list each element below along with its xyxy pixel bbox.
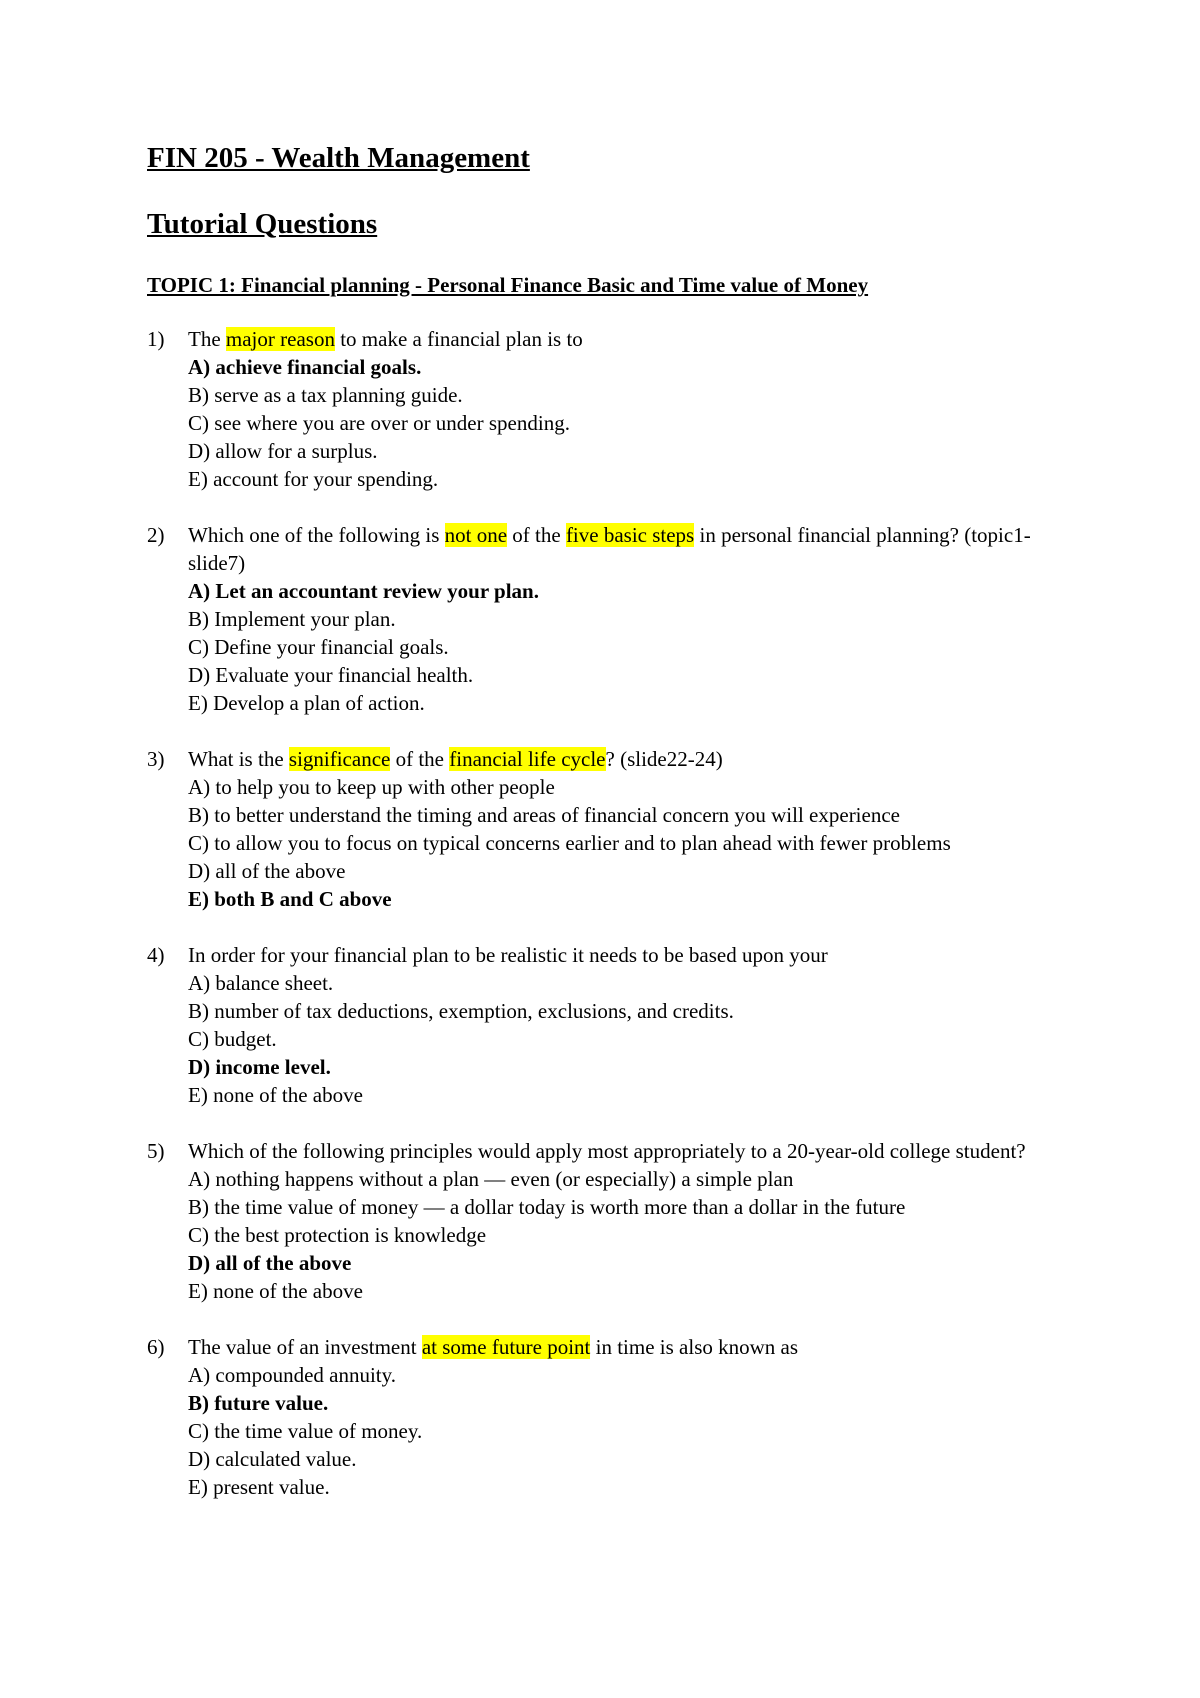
question-number: 5) xyxy=(147,1139,165,1163)
question-number: 3) xyxy=(147,747,165,771)
stem-text: The xyxy=(188,327,226,351)
answer-option-b: B) number of tax deductions, exemption, exclusions, and credits. xyxy=(188,999,734,1023)
highlighted-phrase: five basic steps xyxy=(565,523,695,547)
answer-option-b: B) to better understand the timing and areas of financial concern you will experience xyxy=(188,803,900,827)
stem-text: ? (slide22-24) xyxy=(605,747,723,771)
answer-option-b: B) Implement your plan. xyxy=(188,607,396,631)
question-4 xyxy=(147,941,1087,1109)
answer-option-a-correct: A) Let an accountant review your plan. xyxy=(188,579,539,603)
stem-text: The value of an investment xyxy=(188,1335,422,1359)
answer-option-c: C) the time value of money. xyxy=(188,1419,423,1443)
question-list xyxy=(147,325,1087,1529)
answer-option-d-correct: D) income level. xyxy=(188,1055,331,1079)
highlighted-phrase: significance xyxy=(288,747,391,771)
answer-option-e: E) none of the above xyxy=(188,1279,363,1303)
question-stem xyxy=(188,745,1087,773)
highlighted-phrase: not one xyxy=(444,523,508,547)
answer-option-c: C) budget. xyxy=(188,1027,277,1051)
question-6 xyxy=(147,1333,1087,1501)
answer-option-b: B) serve as a tax planning guide. xyxy=(188,383,463,407)
answer-option-c: C) to allow you to focus on typical concerns earlier and to plan ahead with fewer problems xyxy=(188,831,951,855)
answer-option-e: E) present value. xyxy=(188,1475,330,1499)
stem-text: What is the xyxy=(188,747,289,771)
stem-text: Which of the following principles would apply most appropriately to a 20-year-old college student? xyxy=(188,1139,1026,1163)
answer-option-a: A) compounded annuity. xyxy=(188,1363,397,1387)
stem-text: In order for your financial plan to be realistic it needs to be based upon your xyxy=(188,943,828,967)
question-number: 4) xyxy=(147,943,165,967)
highlighted-phrase: financial life cycle xyxy=(449,747,606,771)
highlighted-phrase: at some future point xyxy=(421,1335,591,1359)
question-number: 2) xyxy=(147,523,165,547)
answer-option-d: D) allow for a surplus. xyxy=(188,439,378,463)
highlighted-phrase: major reason xyxy=(225,327,335,351)
question-stem xyxy=(188,941,1087,969)
answer-option-e: E) none of the above xyxy=(188,1083,363,1107)
question-stem xyxy=(188,325,1087,353)
answer-option-b: B) the time value of money — a dollar today is worth more than a dollar in the future xyxy=(188,1195,906,1219)
answer-option-a: A) balance sheet. xyxy=(188,971,334,995)
stem-text: Which one of the following is xyxy=(188,523,445,547)
document-subtitle: Tutorial Questions xyxy=(147,208,378,240)
stem-text: in personal financial planning? (topic1- slide7) xyxy=(188,523,1031,575)
question-2 xyxy=(147,521,1087,717)
question-1 xyxy=(147,325,1087,493)
answer-option-e-correct: E) both B and C above xyxy=(188,887,392,911)
answer-option-a: A) nothing happens without a plan — even (or especially) a simple plan xyxy=(188,1167,794,1191)
answer-option-c: C) the best protection is knowledge xyxy=(188,1223,487,1247)
answer-option-d: D) Evaluate your financial health. xyxy=(188,663,474,687)
question-number: 1) xyxy=(147,327,165,351)
answer-option-d: D) all of the above xyxy=(188,859,346,883)
document-title: FIN 205 - Wealth Management xyxy=(147,142,530,174)
stem-text: of the xyxy=(507,523,566,547)
topic-heading: TOPIC 1: Financial planning - Personal Finance Basic and Time value of Money xyxy=(147,273,869,297)
answer-option-e: E) account for your spending. xyxy=(188,467,439,491)
question-5 xyxy=(147,1137,1087,1305)
stem-text: in time is also known as xyxy=(590,1335,799,1359)
answer-option-c: C) see where you are over or under spending. xyxy=(188,411,570,435)
answer-option-d-correct: D) all of the above xyxy=(188,1251,352,1275)
answer-option-a-correct: A) achieve financial goals. xyxy=(188,355,422,379)
stem-text: of the xyxy=(390,747,450,771)
answer-option-a: A) to help you to keep up with other people xyxy=(188,775,555,799)
question-stem xyxy=(188,1137,1087,1165)
answer-option-e: E) Develop a plan of action. xyxy=(188,691,425,715)
question-number: 6) xyxy=(147,1335,165,1359)
answer-option-b-correct: B) future value. xyxy=(188,1391,329,1415)
answer-option-d: D) calculated value. xyxy=(188,1447,357,1471)
question-stem xyxy=(188,521,1087,577)
question-3 xyxy=(147,745,1087,913)
answer-option-c: C) Define your financial goals. xyxy=(188,635,449,659)
question-stem xyxy=(188,1333,1087,1361)
stem-text: to make a financial plan is to xyxy=(334,327,583,351)
